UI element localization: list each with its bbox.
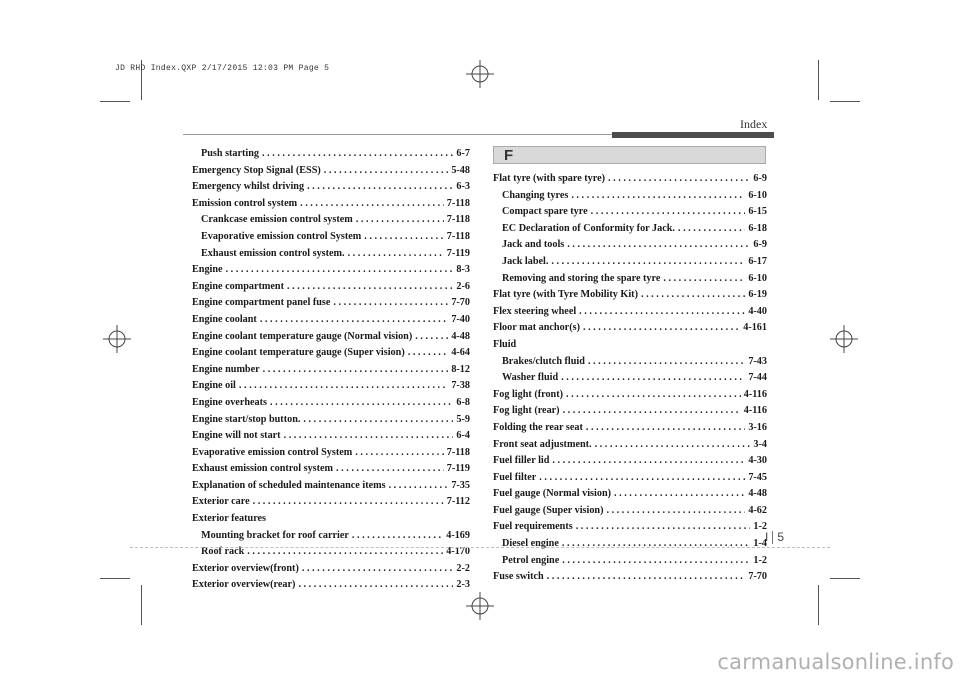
index-entry-label: Exterior overview(front) bbox=[192, 562, 299, 574]
leader-dots bbox=[336, 461, 444, 478]
index-entry-page: 5-9 bbox=[456, 413, 470, 425]
index-entry-label: Roof rack bbox=[201, 546, 245, 558]
index-entry bbox=[493, 320, 767, 337]
index-entry bbox=[192, 528, 470, 545]
leader-dots bbox=[415, 329, 448, 346]
index-entry-label: Crankcase emission control system bbox=[201, 214, 353, 226]
index-entry-label: Engine compartment bbox=[192, 280, 284, 292]
index-entry-label: Jack and tools bbox=[502, 239, 565, 251]
leader-dots bbox=[298, 577, 453, 594]
leader-dots bbox=[287, 279, 453, 296]
index-entry-page: 4-48 bbox=[451, 330, 470, 342]
leader-dots bbox=[641, 287, 745, 304]
index-entry-page: 6-9 bbox=[753, 173, 767, 184]
crop-mark bbox=[818, 60, 819, 100]
index-entry-page: 6-17 bbox=[748, 255, 767, 267]
index-entry-page: 4-161 bbox=[743, 322, 767, 334]
index-entry-label: Mounting bracket for roof carrier bbox=[201, 529, 349, 541]
index-entry-label: Explanation of scheduled maintenance items bbox=[192, 479, 386, 491]
leader-dots bbox=[606, 503, 745, 520]
index-entry bbox=[493, 403, 767, 420]
index-entry bbox=[192, 196, 470, 213]
index-entry bbox=[493, 221, 767, 238]
index-entry bbox=[493, 354, 767, 371]
index-entry-page: 4-64 bbox=[451, 347, 470, 359]
leader-dots bbox=[561, 370, 745, 387]
index-entry-page: 3-16 bbox=[748, 421, 767, 433]
index-entry-label: Exterior overview(rear) bbox=[192, 579, 296, 591]
footer-separator bbox=[772, 531, 773, 544]
index-entry bbox=[192, 163, 470, 180]
leader-dots bbox=[567, 237, 750, 254]
index-entry-page: 7-35 bbox=[451, 479, 470, 491]
leader-dots bbox=[352, 528, 443, 545]
index-entry-label: Flat tyre (with spare tyre) bbox=[493, 173, 606, 184]
index-entry bbox=[192, 511, 470, 528]
leader-dots bbox=[270, 395, 453, 412]
index-entry-page: 6-10 bbox=[748, 189, 767, 201]
index-entry-label: Washer fluid bbox=[502, 372, 559, 384]
index-entry-page: 7-119 bbox=[446, 247, 470, 259]
leader-dots bbox=[260, 312, 449, 329]
index-entry-page: 4-170 bbox=[446, 546, 470, 558]
page-number bbox=[765, 530, 784, 544]
crop-mark bbox=[830, 578, 860, 579]
leader-dots bbox=[563, 403, 741, 420]
leader-dots bbox=[591, 204, 746, 221]
index-entry-page: 7-70 bbox=[748, 571, 767, 583]
index-entry-label: Engine coolant bbox=[192, 313, 257, 325]
index-entry bbox=[493, 569, 767, 586]
index-entry bbox=[493, 171, 767, 188]
index-entry-page: 6-8 bbox=[456, 396, 470, 408]
leader-dots bbox=[324, 163, 449, 180]
leader-dots bbox=[583, 320, 740, 337]
index-entry bbox=[192, 412, 470, 429]
index-entry-label: Exhaust emission control system bbox=[192, 463, 334, 475]
leader-dots bbox=[579, 304, 745, 321]
leader-dots bbox=[263, 362, 449, 379]
index-entry bbox=[192, 362, 470, 379]
index-entry bbox=[192, 378, 470, 395]
registration-mark-icon bbox=[466, 60, 494, 88]
leader-dots bbox=[389, 478, 449, 495]
leader-dots bbox=[678, 221, 745, 238]
index-entry bbox=[493, 553, 767, 570]
leader-dots bbox=[226, 262, 454, 279]
index-entry-label: Diesel engine bbox=[502, 538, 559, 550]
index-entry-label: Fuel requirements bbox=[493, 521, 573, 533]
index-entry-page: 7-112 bbox=[446, 496, 470, 508]
leader-dots bbox=[663, 271, 745, 288]
leader-dots bbox=[595, 437, 751, 454]
index-entry-page: 6-15 bbox=[748, 206, 767, 218]
index-entry bbox=[493, 188, 767, 205]
section-letter: F bbox=[504, 147, 514, 164]
index-entry-label: Evaporative emission control System bbox=[192, 446, 353, 458]
index-entry-label: Emergency Stop Signal (ESS) bbox=[192, 164, 321, 176]
leader-dots bbox=[239, 378, 448, 395]
index-entry-page: 4-30 bbox=[748, 455, 767, 467]
index-entry-label: Evaporative emission control System bbox=[201, 230, 362, 242]
index-entry-page: 7-118 bbox=[446, 197, 470, 209]
index-entry bbox=[493, 536, 767, 553]
crop-mark bbox=[830, 101, 860, 102]
index-entry-page: 2-6 bbox=[456, 280, 470, 292]
index-entry-page: 4-169 bbox=[446, 529, 470, 541]
index-entry bbox=[192, 461, 470, 478]
watermark: carmanualsonline.info bbox=[717, 650, 954, 674]
index-entry bbox=[493, 204, 767, 221]
index-entry-page: 2-2 bbox=[456, 562, 470, 574]
index-entry-page: 2-3 bbox=[456, 579, 470, 591]
leader-dots bbox=[408, 345, 449, 362]
index-entry-page: 6-3 bbox=[456, 181, 470, 193]
index-entry-page: 6-10 bbox=[748, 272, 767, 284]
index-entry-page: 7-118 bbox=[446, 230, 470, 242]
index-entry-page: 4-116 bbox=[743, 405, 767, 417]
index-entry-label: Exhaust emission control system. bbox=[201, 247, 345, 259]
index-entry-page: 3-4 bbox=[753, 438, 767, 450]
leader-dots bbox=[348, 246, 444, 263]
crop-mark bbox=[100, 101, 130, 102]
footer-section: I bbox=[765, 530, 769, 544]
index-entry-label: Engine bbox=[192, 264, 223, 276]
header-rule bbox=[183, 134, 612, 135]
index-entry bbox=[493, 437, 767, 454]
index-entry-label: Exterior care bbox=[192, 496, 250, 508]
index-entry-page: 7-40 bbox=[451, 313, 470, 325]
index-entry-page: 7-118 bbox=[446, 214, 470, 226]
leader-dots bbox=[262, 146, 453, 163]
leader-dots bbox=[576, 519, 751, 536]
index-entry bbox=[493, 470, 767, 487]
index-entry bbox=[192, 312, 470, 329]
index-entry-page: 4-62 bbox=[748, 504, 767, 516]
leader-dots bbox=[253, 494, 444, 511]
index-entry-page: 1-2 bbox=[753, 521, 767, 533]
leader-dots bbox=[307, 179, 453, 196]
index-entry-label: Engine compartment panel fuse bbox=[192, 297, 331, 309]
index-entry bbox=[192, 246, 470, 263]
index-entry-page: 7-38 bbox=[451, 380, 470, 392]
index-entry-label: Exterior features bbox=[192, 513, 267, 525]
leader-dots bbox=[586, 420, 745, 437]
leader-dots bbox=[551, 254, 745, 271]
index-entry bbox=[192, 345, 470, 362]
index-entry bbox=[493, 337, 767, 354]
index-entry-page: 4-48 bbox=[748, 488, 767, 500]
index-entry bbox=[192, 279, 470, 296]
index-entry-page: 6-19 bbox=[748, 289, 767, 301]
leader-dots bbox=[364, 229, 444, 246]
leader-dots bbox=[552, 453, 745, 470]
leader-dots bbox=[547, 569, 746, 586]
index-entry-label: Petrol engine bbox=[502, 554, 560, 566]
crop-mark bbox=[818, 585, 819, 625]
leader-dots bbox=[302, 561, 454, 578]
index-entry-label: Fog light (rear) bbox=[493, 405, 560, 417]
header-bar bbox=[612, 132, 774, 138]
leader-dots bbox=[588, 354, 745, 371]
index-entry bbox=[192, 212, 470, 229]
index-entry-label: Engine oil bbox=[192, 380, 236, 392]
index-entry-page: 7-70 bbox=[451, 297, 470, 309]
index-entry-page: 6-9 bbox=[753, 239, 767, 251]
index-entry-label: Compact spare tyre bbox=[502, 206, 588, 218]
index-entry-label: Jack label. bbox=[502, 255, 549, 267]
index-entry bbox=[493, 387, 767, 404]
index-entry bbox=[493, 453, 767, 470]
index-entry-label: Front seat adjustment. bbox=[493, 438, 592, 450]
index-entry bbox=[192, 395, 470, 412]
index-entry bbox=[192, 577, 470, 594]
index-entry bbox=[493, 271, 767, 288]
index-entry-label: Fuel gauge (Normal vision) bbox=[493, 488, 611, 500]
index-column-left bbox=[192, 146, 470, 594]
index-entry-label: Floor mat anchor(s) bbox=[493, 322, 580, 334]
index-entry-label: Removing and storing the spare tyre bbox=[502, 272, 661, 284]
registration-mark-icon bbox=[466, 592, 494, 620]
leader-dots bbox=[571, 188, 745, 205]
index-entry-label: Fuse switch bbox=[493, 571, 544, 583]
index-entry bbox=[493, 420, 767, 437]
leader-dots bbox=[614, 486, 745, 503]
index-entry-label: Push starting bbox=[201, 148, 260, 159]
leader-dots bbox=[562, 536, 751, 553]
index-entry-label: Engine number bbox=[192, 363, 260, 375]
leader-dots bbox=[539, 470, 745, 487]
index-entry bbox=[493, 486, 767, 503]
index-entry bbox=[192, 295, 470, 312]
index-entry bbox=[493, 503, 767, 520]
index-entry-label: Engine coolant temperature gauge (Normal vision) bbox=[192, 330, 413, 342]
footer-rule bbox=[130, 547, 830, 548]
index-entry bbox=[493, 237, 767, 254]
index-entry-page: 6-18 bbox=[748, 222, 767, 234]
index-entry-label: Engine overheats bbox=[192, 396, 267, 408]
section-header bbox=[493, 146, 766, 164]
index-entry-label: Engine will not start bbox=[192, 430, 281, 442]
index-entry-label: Fuel filler lid bbox=[493, 455, 550, 467]
registration-mark-icon bbox=[103, 325, 131, 353]
crop-mark bbox=[100, 578, 130, 579]
index-entry-page: 7-44 bbox=[748, 372, 767, 384]
index-entry bbox=[192, 329, 470, 346]
index-entry-label: Emergency whilst driving bbox=[192, 181, 305, 193]
index-entry-label: Engine coolant temperature gauge (Super vision) bbox=[192, 347, 405, 359]
leader-dots bbox=[333, 295, 448, 312]
leader-dots bbox=[566, 387, 741, 404]
index-entry-label: Flex steering wheel bbox=[493, 305, 577, 317]
index-entry bbox=[493, 254, 767, 271]
index-entry-page: 8-12 bbox=[451, 363, 470, 375]
index-entry-page: 7-119 bbox=[446, 463, 470, 475]
index-entry-label: Fuel gauge (Super vision) bbox=[493, 504, 604, 516]
index-entry-page: 7-45 bbox=[748, 471, 767, 483]
index-entry bbox=[493, 519, 767, 536]
leader-dots bbox=[355, 445, 444, 462]
index-entry-page: 1-2 bbox=[753, 554, 767, 566]
leader-dots bbox=[300, 196, 444, 213]
index-entry-page: 6-7 bbox=[456, 148, 470, 159]
index-entry-page: 7-118 bbox=[446, 446, 470, 458]
print-slug: JD RHD Index.QXP 2/17/2015 12:03 PM Page 5 bbox=[115, 64, 330, 73]
index-entry-label: Fluid bbox=[493, 338, 517, 350]
index-entry bbox=[192, 494, 470, 511]
index-entry-label: Fuel filter bbox=[493, 471, 537, 483]
index-entry-label: Fog light (front) bbox=[493, 388, 563, 400]
leader-dots bbox=[562, 553, 750, 570]
registration-mark-icon bbox=[830, 325, 858, 353]
index-entry-label: Changing tyres bbox=[502, 189, 569, 201]
index-entry-page: 4-116 bbox=[743, 388, 767, 400]
index-entry-label: Brakes/clutch fluid bbox=[502, 355, 585, 367]
crop-mark bbox=[141, 585, 142, 625]
index-entry bbox=[192, 561, 470, 578]
index-entry-label: Emission control system bbox=[192, 197, 298, 209]
index-entry bbox=[493, 287, 767, 304]
index-entry-page: 4-40 bbox=[748, 305, 767, 317]
index-entry-page: 8-3 bbox=[456, 264, 470, 276]
leader-dots bbox=[284, 428, 454, 445]
leader-dots bbox=[608, 171, 750, 188]
leader-dots bbox=[356, 212, 444, 229]
index-entry-page: 7-43 bbox=[748, 355, 767, 367]
index-entry bbox=[493, 370, 767, 387]
footer-page: 5 bbox=[777, 530, 785, 544]
index-entry-label: Folding the rear seat bbox=[493, 421, 583, 433]
index-entry bbox=[493, 304, 767, 321]
page-title: Index bbox=[740, 117, 768, 131]
index-entry-label: Engine start/stop button. bbox=[192, 413, 301, 425]
index-entry-page: 5-48 bbox=[451, 164, 470, 176]
index-entry-label: Flat tyre (with Tyre Mobility Kit) bbox=[493, 289, 638, 301]
index-entry bbox=[192, 179, 470, 196]
index-entry bbox=[192, 229, 470, 246]
index-entry bbox=[192, 428, 470, 445]
index-entry bbox=[192, 262, 470, 279]
index-entry bbox=[192, 478, 470, 495]
index-entry bbox=[192, 146, 470, 163]
leader-dots bbox=[303, 412, 453, 429]
index-entry-label: EC Declaration of Conformity for Jack. bbox=[502, 222, 675, 234]
index-column-right bbox=[493, 171, 767, 586]
index-entry-page: 6-4 bbox=[456, 430, 470, 442]
index-entry-page: 1-4 bbox=[753, 538, 767, 550]
index-entry bbox=[192, 445, 470, 462]
